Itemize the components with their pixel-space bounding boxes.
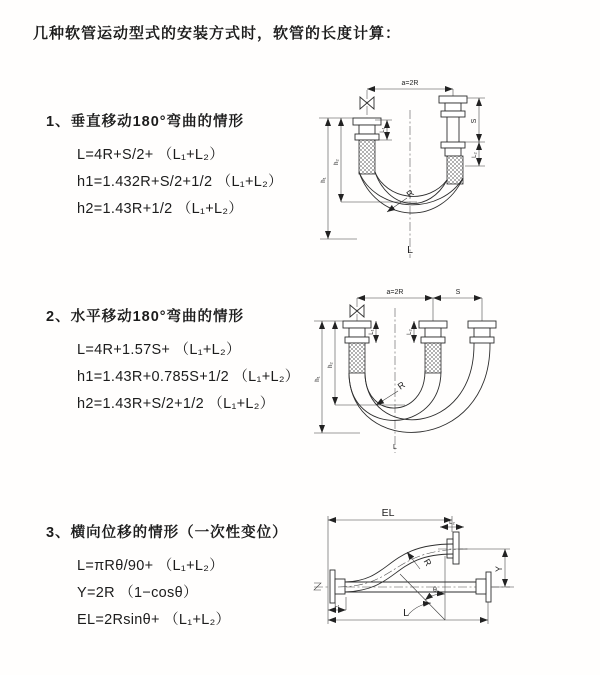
diagram-horizontal-180-bend xyxy=(310,283,600,463)
dimension-a2r xyxy=(357,289,433,298)
section-3 xyxy=(46,521,288,634)
section-3-formulas xyxy=(77,553,288,634)
dimension-a2r xyxy=(367,80,453,97)
radius-label: R xyxy=(404,187,416,200)
valve-icon xyxy=(360,90,374,118)
right-hose-fitting xyxy=(439,96,467,184)
braided-hose-section xyxy=(447,156,463,184)
formula-h2: h2=1.43R+1/2 （L₁+L₂） xyxy=(77,201,244,217)
dimension-l2 xyxy=(465,142,485,166)
section-2-heading: 2、水平移动180°弯曲的情形 xyxy=(46,309,245,325)
angle-label: θ xyxy=(433,587,437,594)
dimension-s xyxy=(465,98,485,142)
dimension-l xyxy=(328,602,488,624)
radius-label: R xyxy=(395,379,407,392)
dim-label-a2r: a=2R xyxy=(386,289,404,296)
braided-hose-section xyxy=(349,343,365,373)
section-1 xyxy=(46,110,283,223)
right-hose-fitting xyxy=(468,321,496,343)
section-1-formulas xyxy=(77,142,283,223)
formula-h1: h1=1.43R+0.785S+1/2 （L₁+L₂） xyxy=(77,369,300,385)
page-title: 几种软管运动型式的安装方式时，软管的长度计算： xyxy=(33,25,402,42)
radius-callout xyxy=(407,552,434,569)
section-3-heading: 3、横向位移的情形（一次性变位） xyxy=(46,525,288,541)
dim-label-el: EL xyxy=(381,507,395,519)
break-symbol xyxy=(314,583,321,590)
braided-hose-section xyxy=(359,140,375,174)
dim-label-s: S xyxy=(455,289,461,296)
section-2 xyxy=(46,305,300,418)
middle-hose-fitting xyxy=(419,321,447,373)
dimension-l2 xyxy=(440,520,464,527)
section-1-heading: 1、垂直移动180°弯曲的情形 xyxy=(46,114,245,130)
length-label: L xyxy=(407,244,413,256)
formula-y: Y=2R （1−cosθ） xyxy=(77,585,198,601)
left-flange xyxy=(330,570,345,603)
dim-label-h2: h₂ xyxy=(328,362,334,368)
dim-label-h1: h₁ xyxy=(315,376,321,382)
dim-label-y: Y xyxy=(494,565,504,573)
hose-u-bend-curves xyxy=(349,343,490,432)
dimension-l2 xyxy=(407,321,414,343)
dim-label-l1: L₁ xyxy=(369,329,375,335)
left-hose-fitting xyxy=(343,321,371,373)
dim-label-l2: L₂ xyxy=(407,329,413,335)
valve-icon xyxy=(350,298,364,321)
formula-el: EL=2Rsinθ+ （L₁+L₂） xyxy=(77,612,231,628)
dim-label-l: L xyxy=(403,607,409,619)
section-2-formulas xyxy=(77,337,300,418)
formula-h1: h1=1.432R+S/2+1/2 （L₁+L₂） xyxy=(77,174,283,190)
upper-right-flange xyxy=(438,532,470,564)
dim-label-l1: L₁ xyxy=(380,127,386,133)
formula-h2: h2=1.43R+S/2+1/2 （L₁+L₂） xyxy=(77,396,275,412)
dimension-h2 xyxy=(328,321,405,405)
dim-label-l1: L₁ xyxy=(334,603,340,609)
radius-callout xyxy=(376,379,407,405)
left-hose-fitting xyxy=(353,118,381,174)
dimension-h1 xyxy=(319,118,357,239)
dimension-h2 xyxy=(334,118,417,202)
dimension-el xyxy=(328,507,452,624)
diagram-lateral-displacement xyxy=(300,502,600,647)
dimension-s xyxy=(433,289,482,321)
radius-label: R xyxy=(421,557,434,568)
diagram-vertical-180-bend xyxy=(315,72,595,262)
dim-label-s: S xyxy=(471,118,478,124)
dim-label-h1: h₁ xyxy=(321,177,327,183)
dim-label-a2r: a=2R xyxy=(401,80,419,87)
lower-right-flange xyxy=(476,572,491,602)
dim-label-l2: L₂ xyxy=(472,152,478,158)
dim-label-l2: L₂ xyxy=(449,520,455,526)
length-label: L xyxy=(393,444,397,451)
formula-l: L=4R+S/2+ （L₁+L₂） xyxy=(77,147,225,163)
dim-label-h2: h₂ xyxy=(334,159,340,165)
formula-l: L=πRθ/90+ （L₁+L₂） xyxy=(77,558,224,574)
formula-l: L=4R+1.57S+ （L₁+L₂） xyxy=(77,342,241,358)
braided-hose-section xyxy=(425,343,441,373)
